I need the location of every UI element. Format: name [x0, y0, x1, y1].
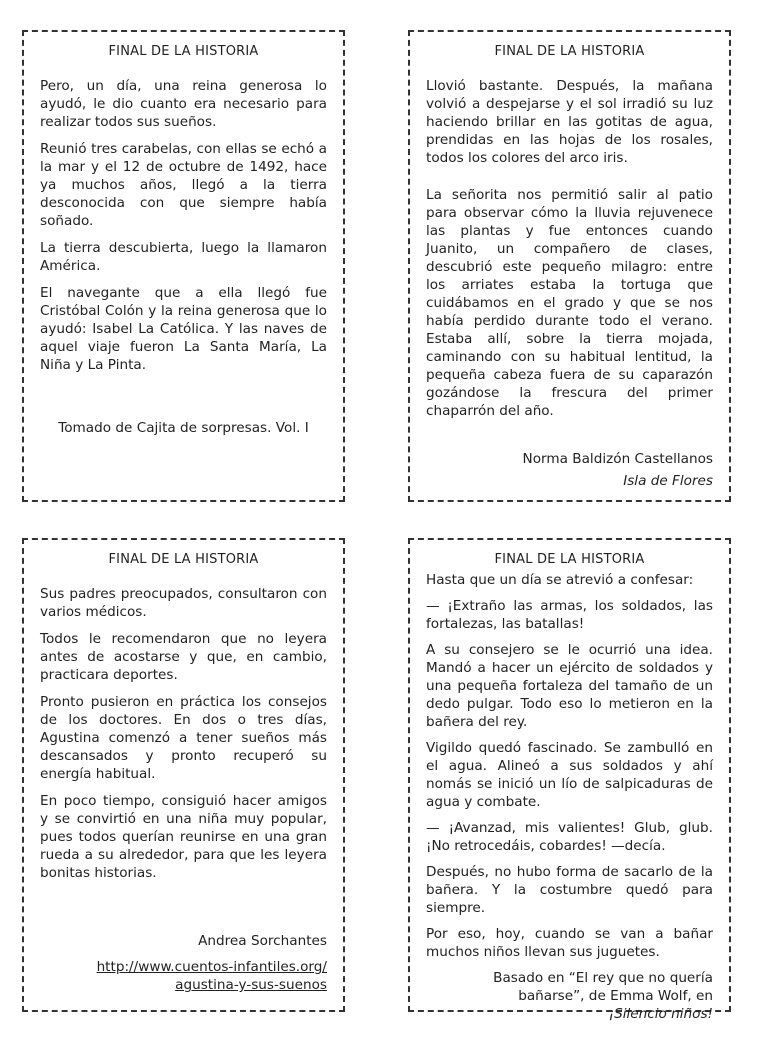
paragraph: Llovió bastante. Después, la mañana volvió a despejarse y el sol irradió su luz haciendo brillar en las gotitas de agua, prendidas en las hojas de los rosales, todos los colores del arco iris.	[426, 78, 713, 166]
story-card-1	[22, 30, 345, 502]
signoff	[40, 932, 327, 994]
author-name: Norma Baldizón Castellanos	[522, 451, 713, 467]
credit-line-2: bañarse”, de Emma Wolf, en	[518, 988, 713, 1004]
signoff	[426, 450, 713, 490]
paragraph: La señorita nos permitió salir al patio para observar cómo la lluvia rejuvenece las plantas y fue entonces cuando Juanito, un compañero de clases, descubrió este pequeño milagro: entre los arriates estaba la tortuga que cuidábamos en el grado y que se nos había perdido durante todo el verano. Estaba allí, sobre la tierra mojada, caminando con su habitual lentitud, la pequeña cabeza fuera de su caparazón gozándose la frescura del primer chaparrón del año.	[426, 187, 713, 419]
source-credit: Tomado de Cajita de sorpresas. Vol. I	[58, 420, 309, 436]
paragraph: El navegante que a ella llegó fue Cristóbal Colón y la reina generosa que lo ayudó: Isabel La Católica. Y las naves de aquel viaje fueron La Santa María, La Niña y La Pinta.	[40, 285, 327, 373]
author-name: Andrea Sorchantes	[198, 933, 327, 949]
card-title: FINAL DE LA HISTORIA	[494, 552, 645, 567]
source-link-line1: http://www.cuentos-infantiles.org/	[96, 959, 327, 975]
paragraph: — ¡Avanzad, mis valientes! Glub, glub. ¡No retrocedáis, cobardes! —decía.	[426, 820, 713, 854]
story-card-4	[408, 538, 731, 1022]
paragraph: La tierra descubierta, luego la llamaron América.	[40, 240, 327, 274]
paragraph: Pronto pusieron en práctica los consejos de los doctores. En dos o tres días, Agustina comenzó a tener sueños más descansados y pronto recuperó su energía habitual.	[40, 694, 327, 782]
card-title: FINAL DE LA HISTORIA	[108, 552, 259, 567]
book-title: Isla de Flores	[623, 473, 713, 489]
story-card-3	[22, 538, 345, 1012]
card-title: FINAL DE LA HISTORIA	[494, 44, 645, 59]
paragraph: Reunió tres carabelas, con ellas se echó a la mar y el 12 de octubre de 1492, hace ya muchos años, llegó a la tierra desconocida con que siempre había soñado.	[40, 141, 327, 229]
source-link[interactable]	[97, 959, 327, 993]
story-card-2	[408, 30, 731, 502]
paragraph: Después, no hubo forma de sacarlo de la bañera. Y la costumbre quedó para siempre.	[426, 864, 713, 916]
signoff	[426, 969, 713, 1023]
paragraph: — ¡Extraño las armas, los soldados, las fortalezas, las batallas!	[426, 598, 713, 632]
paragraph: Vigildo quedó fascinado. Se zambulló en el agua. Alineó a sus soldados y ahí nomás se inició un lío de salpicaduras de agua y combate.	[426, 740, 713, 810]
paragraph: A su consejero se le ocurrió una idea. Mandó a hacer un ejército de soldados y una pequeña fortaleza del tamaño de un dedo pulgar. Todo eso lo metieron en la bañera del rey.	[426, 642, 713, 730]
paragraph: En poco tiempo, consiguió hacer amigos y se convirtió en una niña muy popular, pues todos querían reunirse en una gran rueda a su alrededor, para que les leyera bonitas historias.	[40, 793, 327, 881]
paragraph: Por eso, hoy, cuando se van a bañar muchos niños llevan sus juguetes.	[426, 926, 713, 960]
paragraph: Todos le recomendaron que no leyera antes de acostarse y que, en cambio, practicara deportes.	[40, 631, 327, 683]
credit-line-1: Basado en “El rey que no quería	[493, 970, 713, 986]
card-title: FINAL DE LA HISTORIA	[108, 44, 259, 59]
source-link-line2: agustina-y-sus-suenos	[175, 977, 327, 993]
paragraph: Hasta que un día se atrevió a confesar:	[426, 572, 694, 588]
book-title: ¡Silencio niños!	[608, 1006, 713, 1022]
paragraph: Sus padres preocupados, consultaron con varios médicos.	[40, 586, 327, 620]
paragraph: Pero, un día, una reina generosa lo ayudó, le dio cuanto era necesario para realizar todos sus sueños.	[40, 78, 327, 130]
